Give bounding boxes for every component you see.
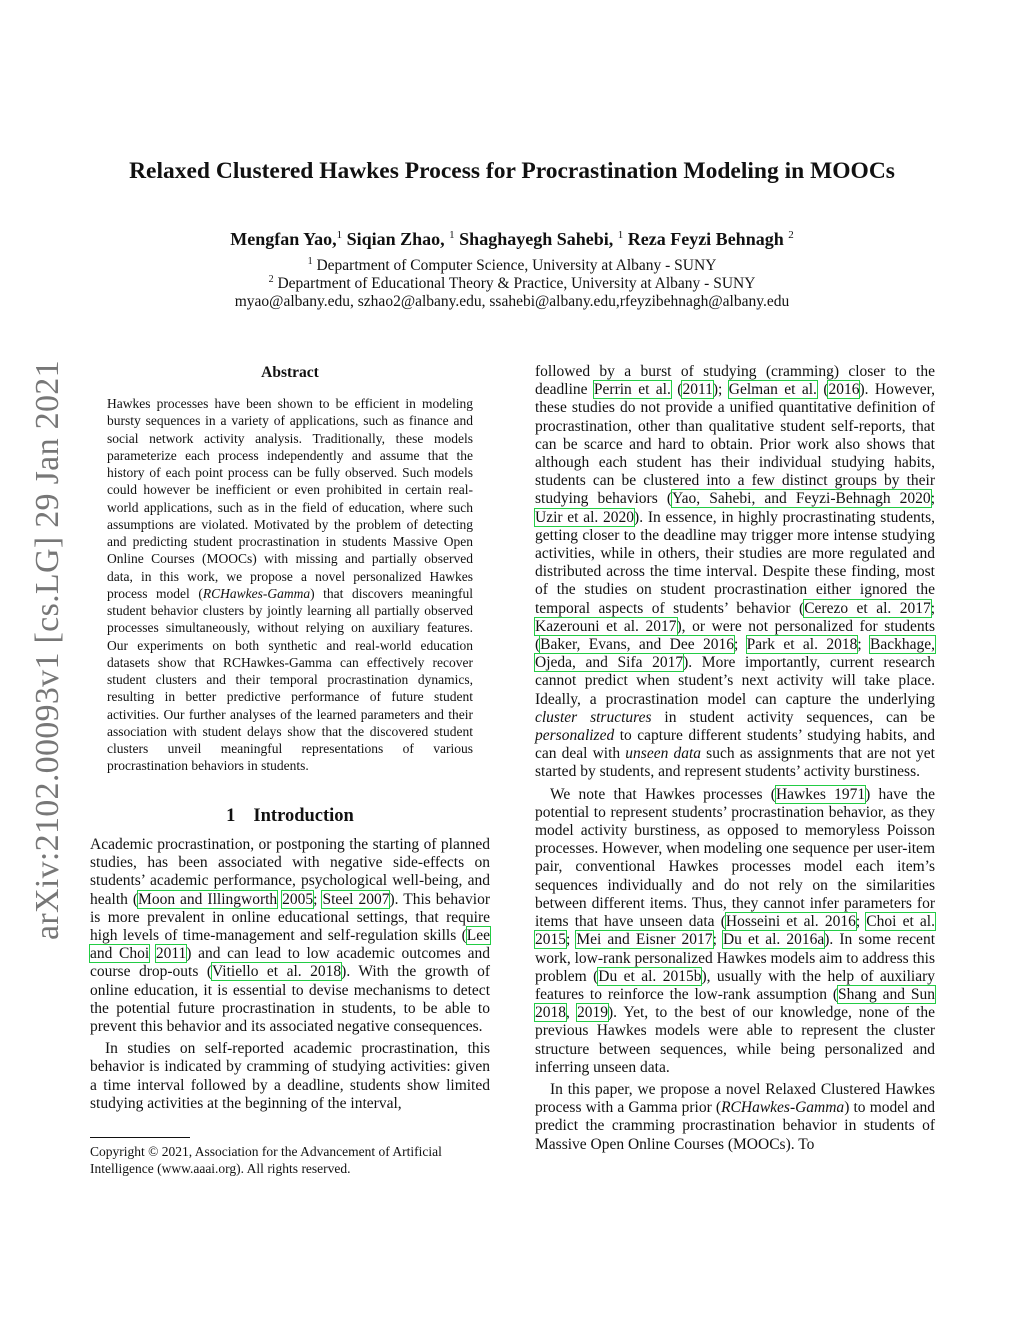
citation-link[interactable]: Shang and Sun 2018 bbox=[535, 985, 936, 1022]
paragraph: In this paper, we propose a novel Relaxed Clustered Hawkes process with a Gamma prior (RCHawkes-Gamma) to model and predict the cramming procrastination behavior in students of Massive Open Online Courses (MOOCs). To bbox=[535, 1080, 935, 1153]
footnote-rule bbox=[90, 1137, 190, 1138]
paragraph: followed by a burst of studying (cramming) closer to the deadline Perrin et al. (2011); Gelman et al. (2016). However, these studies do not provide a unified quantitative definition of procrastination, other than qualitative student self-reports, that can be scarce and hard to obtain. Prior work also shows that although each student has their individual studying habits, students can be clustered into a few distinct groups by their studying behaviors (Yao, Sahebi, and Feyzi-Behnagh 2020; Uzir et al. 2020). In essence, in highly procrastinating students, getting closer to the deadline may trigger more intense studying activities, while in others, their studies are more regulated and distributed across the time interval. Despite these finding, most of the studies on student procrastination either ignored the temporal aspects of students’ behavior (Cerezo et al. 2017; Kazerouni et al. 2017), or were not personalized for students (Baker, Evans, and Dee 2016; Park et al. 2018; Backhage, Ojeda, and Sifa 2017). More importantly, current research cannot predict when student’s next activity will take place. Ideally, a procrastination model can capture the underlying cluster structures in student activity sequences, can be personalized to capture different students’ studying habits, and can deal with unseen data such as assignments that are not yet started by students, and represent students’ activity burstiness. bbox=[535, 363, 936, 781]
citation-link[interactable]: Yao, Sahebi, and Feyzi-Behnagh 2020 bbox=[672, 490, 931, 508]
arxiv-stamp: arXiv:2102.00093v1 [cs.LG] 29 Jan 2021 bbox=[29, 360, 66, 940]
copyright-footnote: Copyright © 2021, Association for the Advancement of Artificial Intelligence (www.aaai.org). All rights reserved. bbox=[90, 1144, 442, 1176]
paragraph: Academic procrastination, or postponing the starting of planned studies, has been associated with negative side-effects on students’ academic performance, psychological well-being, and health (Moon and Illingworth 2005; Steel 2007). This behavior is more prevalent in online educational settings, that require high levels of time-management and self-regulation skills (Lee and Choi 2011) and can lead to low academic outcomes and course drop-outs (Vitiello et al. 2018). With the growth of online education, it is essential to devise mechanisms to detect the potential future procrastination in students, to be able to prevent this behavior and its associated negative consequences. bbox=[90, 836, 491, 1036]
citation-link[interactable]: Vitiello et al. 2018 bbox=[212, 963, 342, 981]
citation-link[interactable]: Baker, Evans, and Dee 2016 bbox=[540, 636, 734, 654]
affiliation: $^2$ Department of Educational Theory & Practice, University at Albany - SUNY bbox=[268, 274, 756, 293]
citation-link[interactable]: 2019 bbox=[576, 1004, 608, 1022]
citation-link[interactable]: Moon and Illingworth bbox=[138, 890, 278, 908]
citation-link[interactable]: Gelman et al. bbox=[728, 381, 817, 399]
citation-link[interactable]: 2016 bbox=[828, 381, 860, 399]
paper-title: Relaxed Clustered Hawkes Process for Procrastination Modeling in MOOCs bbox=[129, 158, 895, 184]
right-column-body bbox=[535, 363, 935, 1154]
author-name: Siqian Zhao, bbox=[346, 229, 445, 249]
citation-link[interactable]: Cerezo et al. 2017 bbox=[804, 599, 931, 617]
author-affiliation-mark: 1 bbox=[617, 229, 624, 241]
model-name: RCHawkes-Gamma bbox=[202, 585, 311, 601]
citation-link[interactable]: Mei and Eisner 2017 bbox=[576, 931, 713, 949]
author-emails: myao@albany.edu, szhao2@albany.edu, ssahebi@albany.edu,rfeyzibehnagh@albany.edu bbox=[234, 293, 790, 310]
author-affiliation-mark: 1 bbox=[336, 229, 343, 241]
paragraph: We note that Hawkes processes (Hawkes 1971) have the potential to represent students’ procrastination behavior, as they model activity burstiness, as opposed to memoryless Poisson processes. However, when modeling one sequence per user-item pair, conventional Hawkes processes model each item’s sequences individually and do not rely on the similarities between different items. Thus, they cannot infer parameters for items that have unseen data (Hosseini et al. 2016; Choi et al. 2015; Mei and Eisner 2017; Du et al. 2016a). In some recent work, low-rank personalized Hawkes models aim to address this problem (Du et al. 2015b), usually with the help of auxiliary features to reinforce the low-rank assumption (Shang and Sun 2018, 2019). Yet, to the best of our knowledge, none of the previous Hawkes models were able to represent the cluster structure between sequences, while being personalized and inferring unseen data. bbox=[535, 785, 936, 1076]
author-affiliation-mark: 2 bbox=[788, 229, 794, 241]
citation-link[interactable]: Hawkes 1971 bbox=[775, 785, 866, 803]
author-name: Reza Feyzi Behnagh bbox=[627, 229, 784, 249]
citation-link[interactable]: Backhage, Ojeda, and Sifa 2017 bbox=[535, 636, 936, 672]
author-affiliation-mark: 1 bbox=[449, 229, 455, 241]
citation-link[interactable]: 2005 bbox=[282, 890, 314, 908]
citation-link[interactable]: 2011 bbox=[682, 381, 713, 399]
author-list bbox=[0, 229, 1024, 250]
citation-link[interactable]: Du et al. 2016a bbox=[722, 931, 825, 949]
paragraph: In studies on self-reported academic procrastination, this behavior is indicated by cramming of studying activities: given a time interval followed by a deadline, students show limited studying activities at the beginning of the interval, bbox=[90, 1040, 490, 1112]
abstract-heading: Abstract bbox=[261, 364, 319, 381]
citation-link[interactable]: Lee and Choi bbox=[90, 927, 490, 963]
citation-link[interactable]: Uzir et al. 2020 bbox=[535, 508, 635, 526]
affiliation: $^1$ Department of Computer Science, University at Albany - SUNY bbox=[307, 256, 717, 275]
citation-link[interactable]: Perrin et al. bbox=[593, 381, 671, 399]
citation-link[interactable]: Kazerouni et al. 2017 bbox=[535, 617, 677, 635]
author-name: Shaghayegh Sahebi, bbox=[459, 229, 614, 249]
author-name: Mengfan Yao, bbox=[230, 229, 337, 249]
citation-link[interactable]: 2011 bbox=[155, 945, 187, 963]
citation-link[interactable]: Steel 2007 bbox=[322, 890, 390, 908]
citation-link[interactable]: Du et al. 2015b bbox=[598, 967, 702, 985]
abstract-body: Hawkes processes have been shown to be efficient in modeling bursty sequences in a variety of applications, such as finance and social network activity analysis. Traditionally, these models parameterize each process independently and assume that the history of each point process can be fully observed. Such models could however be inefficient or even prohibited in certain real-world applications, such as in the field of education, where such assumptions are violated. Motivated by the problem of detecting and predicting student procrastination in students Massive Open Online Courses (MOOCs) with missing and partially observed data, in this work, we propose a novel personalized Hawkes process model (RCHawkes-Gamma) that discovers meaningful student behavior clusters by jointly learning all partially observed processes simultaneously, without relying on auxiliary features. Our experiments on both synthetic and real-world education datasets show that RCHawkes-Gamma can effectively recover student clusters and their temporal procrastination dynamics, resulting in better predictive performance of future student activities. Our further analyses of the learned parameters and their association with student delays show that the discovered student clusters unveil meaningful representations of various procrastination behaviors in students. bbox=[107, 396, 473, 774]
citation-link[interactable]: Choi et al. 2015 bbox=[535, 913, 935, 949]
section-heading: 1 Introduction bbox=[226, 806, 354, 826]
citation-link[interactable]: Hosseini et al. 2016 bbox=[725, 913, 856, 931]
citation-link[interactable]: Park et al. 2018 bbox=[746, 636, 858, 654]
left-column-body bbox=[90, 836, 490, 1113]
